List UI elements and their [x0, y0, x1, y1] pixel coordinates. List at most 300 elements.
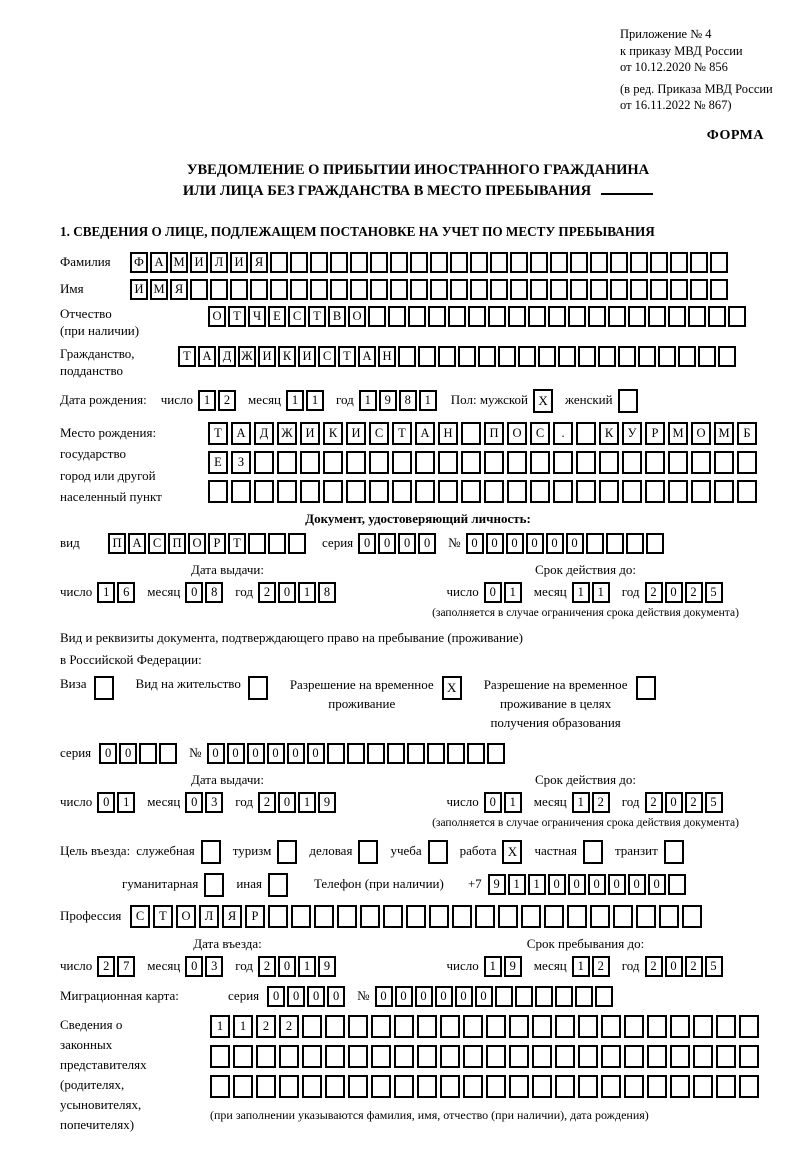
char-cell[interactable] [452, 905, 472, 928]
char-cell[interactable]: 2 [258, 582, 276, 603]
char-cell[interactable] [447, 743, 465, 764]
char-cell[interactable] [739, 1075, 759, 1098]
char-cell[interactable] [208, 480, 228, 503]
char-cell[interactable]: А [231, 422, 251, 445]
char-cell[interactable] [606, 533, 624, 554]
char-cell[interactable] [268, 533, 286, 554]
char-cell[interactable] [553, 451, 573, 474]
char-cell[interactable] [682, 905, 702, 928]
char-cell[interactable] [670, 279, 688, 300]
char-cell[interactable] [693, 1045, 713, 1068]
char-cell[interactable] [613, 905, 633, 928]
char-cell[interactable]: 0 [506, 533, 524, 554]
char-cell[interactable]: 0 [566, 533, 584, 554]
char-cell[interactable]: Л [210, 252, 228, 273]
char-cell[interactable] [428, 306, 446, 327]
birth-place-cells-row2[interactable] [208, 451, 760, 474]
char-cell[interactable] [448, 306, 466, 327]
char-cell[interactable]: И [190, 252, 208, 273]
char-cell[interactable] [532, 1015, 552, 1038]
char-cell[interactable]: С [288, 306, 306, 327]
char-cell[interactable]: 0 [548, 874, 566, 895]
stay-year-cells[interactable] [645, 956, 725, 977]
char-cell[interactable] [578, 346, 596, 367]
char-cell[interactable]: Я [170, 279, 188, 300]
char-cell[interactable]: 0 [185, 582, 203, 603]
char-cell[interactable] [630, 252, 648, 273]
char-cell[interactable]: О [176, 905, 196, 928]
char-cell[interactable]: 0 [486, 533, 504, 554]
char-cell[interactable]: 0 [358, 533, 376, 554]
char-cell[interactable]: 2 [258, 956, 276, 977]
char-cell[interactable]: Я [250, 252, 268, 273]
char-cell[interactable]: В [328, 306, 346, 327]
char-cell[interactable] [346, 451, 366, 474]
char-cell[interactable] [450, 252, 468, 273]
char-cell[interactable]: 0 [484, 582, 502, 603]
char-cell[interactable] [737, 451, 757, 474]
char-cell[interactable] [650, 279, 668, 300]
char-cell[interactable] [575, 986, 593, 1007]
char-cell[interactable] [608, 306, 626, 327]
char-cell[interactable] [438, 451, 458, 474]
char-cell[interactable] [268, 905, 288, 928]
char-cell[interactable]: С [318, 346, 336, 367]
char-cell[interactable]: У [622, 422, 642, 445]
char-cell[interactable]: Р [645, 422, 665, 445]
char-cell[interactable] [550, 252, 568, 273]
char-cell[interactable] [486, 1015, 506, 1038]
char-cell[interactable]: И [300, 422, 320, 445]
char-cell[interactable] [490, 252, 508, 273]
char-cell[interactable]: 0 [568, 874, 586, 895]
char-cell[interactable] [601, 1045, 621, 1068]
char-cell[interactable] [670, 1045, 690, 1068]
char-cell[interactable]: 0 [665, 582, 683, 603]
char-cell[interactable]: Т [228, 306, 246, 327]
char-cell[interactable] [599, 451, 619, 474]
birth-place-cells-row1[interactable] [208, 422, 760, 445]
char-cell[interactable]: 0 [278, 792, 296, 813]
char-cell[interactable]: 9 [318, 956, 336, 977]
migration-number-cells[interactable] [375, 986, 615, 1007]
id-doc-type-cells[interactable] [108, 533, 308, 554]
char-cell[interactable] [387, 743, 405, 764]
char-cell[interactable] [369, 451, 389, 474]
char-cell[interactable] [510, 279, 528, 300]
char-cell[interactable]: 2 [645, 792, 663, 813]
char-cell[interactable] [410, 252, 428, 273]
char-cell[interactable]: 2 [645, 582, 663, 603]
char-cell[interactable] [586, 533, 604, 554]
entry-year-cells[interactable] [258, 956, 338, 977]
char-cell[interactable] [518, 346, 536, 367]
gender-female-checkbox[interactable] [618, 389, 638, 413]
char-cell[interactable]: 0 [247, 743, 265, 764]
char-cell[interactable] [548, 306, 566, 327]
char-cell[interactable] [327, 743, 345, 764]
char-cell[interactable] [737, 480, 757, 503]
char-cell[interactable] [159, 743, 177, 764]
char-cell[interactable]: О [691, 422, 711, 445]
temp-residence-checkbox[interactable]: X [442, 676, 462, 700]
char-cell[interactable] [698, 346, 716, 367]
char-cell[interactable] [530, 252, 548, 273]
char-cell[interactable]: 2 [685, 792, 703, 813]
char-cell[interactable] [323, 451, 343, 474]
char-cell[interactable]: 1 [210, 1015, 230, 1038]
char-cell[interactable]: 5 [705, 582, 723, 603]
char-cell[interactable] [325, 1015, 345, 1038]
char-cell[interactable]: С [369, 422, 389, 445]
char-cell[interactable] [535, 986, 553, 1007]
char-cell[interactable] [710, 279, 728, 300]
char-cell[interactable]: А [358, 346, 376, 367]
char-cell[interactable] [233, 1045, 253, 1068]
char-cell[interactable]: 0 [455, 986, 473, 1007]
char-cell[interactable] [484, 480, 504, 503]
char-cell[interactable] [646, 533, 664, 554]
residence-valid-day-cells[interactable] [484, 792, 524, 813]
char-cell[interactable] [463, 1075, 483, 1098]
char-cell[interactable] [622, 451, 642, 474]
char-cell[interactable]: З [231, 451, 251, 474]
char-cell[interactable] [383, 905, 403, 928]
char-cell[interactable] [415, 480, 435, 503]
char-cell[interactable] [369, 480, 389, 503]
char-cell[interactable]: Н [438, 422, 458, 445]
char-cell[interactable] [498, 905, 518, 928]
char-cell[interactable] [598, 346, 616, 367]
char-cell[interactable] [659, 905, 679, 928]
char-cell[interactable]: С [530, 422, 550, 445]
char-cell[interactable]: Е [268, 306, 286, 327]
char-cell[interactable]: 0 [435, 986, 453, 1007]
char-cell[interactable] [392, 480, 412, 503]
char-cell[interactable]: Т [208, 422, 228, 445]
char-cell[interactable]: 1 [298, 792, 316, 813]
char-cell[interactable] [415, 451, 435, 474]
char-cell[interactable]: 5 [705, 956, 723, 977]
edu-residence-checkbox[interactable] [636, 676, 656, 700]
char-cell[interactable] [630, 279, 648, 300]
residence-series-cells[interactable] [99, 743, 179, 764]
char-cell[interactable] [645, 451, 665, 474]
birth-day-cells[interactable] [198, 390, 238, 411]
char-cell[interactable]: И [346, 422, 366, 445]
char-cell[interactable]: 0 [287, 743, 305, 764]
char-cell[interactable] [346, 480, 366, 503]
stay-month-cells[interactable] [572, 956, 612, 977]
citizenship-cells[interactable] [178, 346, 738, 367]
char-cell[interactable] [310, 279, 328, 300]
char-cell[interactable] [710, 252, 728, 273]
char-cell[interactable] [550, 279, 568, 300]
char-cell[interactable] [417, 1015, 437, 1038]
char-cell[interactable] [532, 1075, 552, 1098]
char-cell[interactable] [488, 306, 506, 327]
char-cell[interactable] [486, 1045, 506, 1068]
stay-day-cells[interactable] [484, 956, 524, 977]
char-cell[interactable]: 0 [278, 956, 296, 977]
char-cell[interactable] [486, 1075, 506, 1098]
char-cell[interactable]: 0 [327, 986, 345, 1007]
char-cell[interactable]: 1 [198, 390, 216, 411]
char-cell[interactable]: 0 [628, 874, 646, 895]
char-cell[interactable]: 0 [475, 986, 493, 1007]
char-cell[interactable] [370, 252, 388, 273]
char-cell[interactable] [728, 306, 746, 327]
char-cell[interactable] [509, 1075, 529, 1098]
char-cell[interactable] [277, 480, 297, 503]
char-cell[interactable]: 2 [685, 956, 703, 977]
char-cell[interactable] [716, 1075, 736, 1098]
char-cell[interactable] [716, 1045, 736, 1068]
char-cell[interactable] [250, 279, 268, 300]
char-cell[interactable] [528, 306, 546, 327]
char-cell[interactable] [418, 346, 436, 367]
char-cell[interactable]: 1 [572, 956, 590, 977]
visa-checkbox[interactable] [94, 676, 114, 700]
char-cell[interactable] [458, 346, 476, 367]
char-cell[interactable] [440, 1075, 460, 1098]
char-cell[interactable]: 1 [298, 956, 316, 977]
char-cell[interactable]: С [130, 905, 150, 928]
char-cell[interactable] [438, 346, 456, 367]
char-cell[interactable] [348, 1045, 368, 1068]
purpose-official-checkbox[interactable] [201, 840, 221, 864]
char-cell[interactable] [279, 1075, 299, 1098]
char-cell[interactable] [618, 346, 636, 367]
char-cell[interactable] [638, 346, 656, 367]
char-cell[interactable] [576, 422, 596, 445]
char-cell[interactable] [210, 1045, 230, 1068]
char-cell[interactable]: А [415, 422, 435, 445]
char-cell[interactable] [690, 252, 708, 273]
char-cell[interactable]: 1 [592, 582, 610, 603]
char-cell[interactable] [463, 1045, 483, 1068]
char-cell[interactable] [578, 1015, 598, 1038]
char-cell[interactable]: 1 [97, 582, 115, 603]
char-cell[interactable]: 2 [258, 792, 276, 813]
char-cell[interactable]: П [168, 533, 186, 554]
char-cell[interactable]: 8 [399, 390, 417, 411]
char-cell[interactable] [555, 1045, 575, 1068]
id-valid-day-cells[interactable] [484, 582, 524, 603]
char-cell[interactable]: 9 [379, 390, 397, 411]
char-cell[interactable] [691, 480, 711, 503]
char-cell[interactable]: 0 [526, 533, 544, 554]
char-cell[interactable]: А [150, 252, 168, 273]
char-cell[interactable] [440, 1015, 460, 1038]
char-cell[interactable] [690, 279, 708, 300]
char-cell[interactable] [350, 252, 368, 273]
char-cell[interactable]: 0 [287, 986, 305, 1007]
residence-permit-checkbox[interactable] [248, 676, 268, 700]
char-cell[interactable] [390, 279, 408, 300]
char-cell[interactable] [390, 252, 408, 273]
patronymic-cells[interactable] [208, 306, 748, 327]
char-cell[interactable] [538, 346, 556, 367]
purpose-business-checkbox[interactable] [358, 840, 378, 864]
char-cell[interactable]: 0 [375, 986, 393, 1007]
char-cell[interactable] [300, 451, 320, 474]
residence-valid-year-cells[interactable] [645, 792, 725, 813]
char-cell[interactable]: Т [392, 422, 412, 445]
char-cell[interactable] [688, 306, 706, 327]
char-cell[interactable]: Ч [248, 306, 266, 327]
char-cell[interactable] [233, 1075, 253, 1098]
id-doc-series-cells[interactable] [358, 533, 438, 554]
char-cell[interactable]: 0 [608, 874, 626, 895]
char-cell[interactable]: 0 [665, 792, 683, 813]
char-cell[interactable]: 0 [278, 582, 296, 603]
char-cell[interactable]: И [230, 252, 248, 273]
char-cell[interactable] [254, 480, 274, 503]
entry-month-cells[interactable] [185, 956, 225, 977]
char-cell[interactable]: 1 [572, 582, 590, 603]
char-cell[interactable] [578, 1045, 598, 1068]
char-cell[interactable] [622, 480, 642, 503]
char-cell[interactable]: 0 [227, 743, 245, 764]
char-cell[interactable] [628, 306, 646, 327]
char-cell[interactable] [348, 1075, 368, 1098]
char-cell[interactable]: 2 [592, 956, 610, 977]
char-cell[interactable]: 0 [378, 533, 396, 554]
char-cell[interactable] [670, 1075, 690, 1098]
char-cell[interactable] [475, 905, 495, 928]
representatives-cells-row2[interactable] [210, 1045, 762, 1068]
char-cell[interactable] [739, 1045, 759, 1068]
char-cell[interactable] [302, 1045, 322, 1068]
char-cell[interactable] [302, 1075, 322, 1098]
char-cell[interactable] [467, 743, 485, 764]
purpose-transit-checkbox[interactable] [664, 840, 684, 864]
char-cell[interactable] [394, 1045, 414, 1068]
char-cell[interactable] [647, 1015, 667, 1038]
char-cell[interactable] [371, 1015, 391, 1038]
id-valid-month-cells[interactable] [572, 582, 612, 603]
char-cell[interactable] [647, 1045, 667, 1068]
residence-issue-month-cells[interactable] [185, 792, 225, 813]
char-cell[interactable] [650, 252, 668, 273]
char-cell[interactable] [388, 306, 406, 327]
char-cell[interactable] [532, 1045, 552, 1068]
representatives-cells-row3[interactable] [210, 1075, 762, 1098]
surname-cells[interactable] [130, 252, 730, 273]
char-cell[interactable]: Д [254, 422, 274, 445]
char-cell[interactable]: 6 [117, 582, 135, 603]
char-cell[interactable] [588, 306, 606, 327]
char-cell[interactable]: 1 [572, 792, 590, 813]
purpose-private-checkbox[interactable] [583, 840, 603, 864]
representatives-cells-row1[interactable] [210, 1015, 762, 1038]
char-cell[interactable]: 2 [256, 1015, 276, 1038]
char-cell[interactable]: 1 [286, 390, 304, 411]
char-cell[interactable] [394, 1015, 414, 1038]
firstname-cells[interactable] [130, 279, 730, 300]
char-cell[interactable] [708, 306, 726, 327]
char-cell[interactable]: 2 [592, 792, 610, 813]
char-cell[interactable]: Т [338, 346, 356, 367]
char-cell[interactable]: 9 [504, 956, 522, 977]
char-cell[interactable]: Р [245, 905, 265, 928]
char-cell[interactable] [716, 1015, 736, 1038]
char-cell[interactable] [461, 480, 481, 503]
char-cell[interactable] [330, 252, 348, 273]
char-cell[interactable]: Т [153, 905, 173, 928]
char-cell[interactable] [570, 279, 588, 300]
char-cell[interactable]: О [507, 422, 527, 445]
residence-issue-day-cells[interactable] [97, 792, 137, 813]
char-cell[interactable] [714, 480, 734, 503]
char-cell[interactable]: . [553, 422, 573, 445]
char-cell[interactable] [392, 451, 412, 474]
char-cell[interactable] [407, 743, 425, 764]
char-cell[interactable] [509, 1015, 529, 1038]
char-cell[interactable]: 3 [205, 956, 223, 977]
char-cell[interactable] [314, 905, 334, 928]
char-cell[interactable]: Т [178, 346, 196, 367]
char-cell[interactable] [553, 480, 573, 503]
char-cell[interactable] [576, 480, 596, 503]
char-cell[interactable]: 1 [504, 582, 522, 603]
char-cell[interactable] [310, 252, 328, 273]
char-cell[interactable] [530, 451, 550, 474]
char-cell[interactable]: 0 [185, 792, 203, 813]
char-cell[interactable] [254, 451, 274, 474]
char-cell[interactable]: 0 [398, 533, 416, 554]
char-cell[interactable]: 0 [185, 956, 203, 977]
char-cell[interactable] [495, 986, 513, 1007]
id-valid-year-cells[interactable] [645, 582, 725, 603]
char-cell[interactable] [230, 279, 248, 300]
char-cell[interactable]: А [198, 346, 216, 367]
char-cell[interactable] [739, 1015, 759, 1038]
char-cell[interactable] [461, 451, 481, 474]
char-cell[interactable]: 0 [648, 874, 666, 895]
char-cell[interactable]: 1 [508, 874, 526, 895]
char-cell[interactable] [277, 451, 297, 474]
char-cell[interactable] [210, 279, 228, 300]
char-cell[interactable]: 0 [395, 986, 413, 1007]
char-cell[interactable] [590, 279, 608, 300]
char-cell[interactable] [624, 1075, 644, 1098]
char-cell[interactable] [530, 279, 548, 300]
char-cell[interactable]: Ж [277, 422, 297, 445]
char-cell[interactable]: 2 [685, 582, 703, 603]
char-cell[interactable]: К [599, 422, 619, 445]
char-cell[interactable]: Б [737, 422, 757, 445]
residence-number-cells[interactable] [207, 743, 507, 764]
char-cell[interactable] [370, 279, 388, 300]
char-cell[interactable] [668, 451, 688, 474]
char-cell[interactable] [256, 1075, 276, 1098]
char-cell[interactable]: 0 [484, 792, 502, 813]
char-cell[interactable] [601, 1015, 621, 1038]
char-cell[interactable]: 1 [359, 390, 377, 411]
char-cell[interactable]: 8 [205, 582, 223, 603]
char-cell[interactable]: 1 [484, 956, 502, 977]
char-cell[interactable] [190, 279, 208, 300]
id-issue-year-cells[interactable] [258, 582, 338, 603]
char-cell[interactable]: 2 [218, 390, 236, 411]
char-cell[interactable] [323, 480, 343, 503]
char-cell[interactable]: 2 [279, 1015, 299, 1038]
char-cell[interactable] [678, 346, 696, 367]
char-cell[interactable] [427, 743, 445, 764]
char-cell[interactable] [648, 306, 666, 327]
